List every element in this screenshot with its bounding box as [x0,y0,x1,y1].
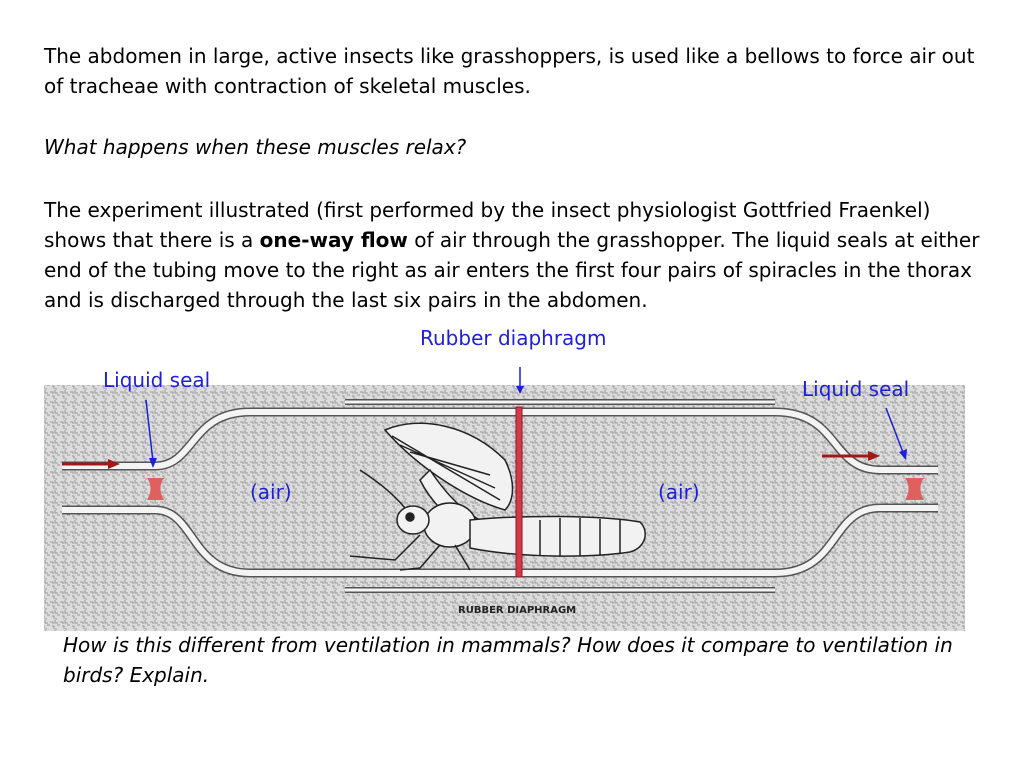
inset-caption: RUBBER DIAPHRAGM [458,605,577,616]
closing-question: How is this different from ventilation in mammals? How does it compare to ventilation in birds? Explain. [63,633,953,687]
label-liquid-seal-left: Liquid seal [103,368,211,392]
question-paragraph: What happens when these muscles relax? [44,135,467,159]
label-liquid-seal-right: Liquid seal [802,377,910,401]
intro-paragraph: The abdomen in large, active insects like grasshoppers, is used like a bellows to force air out of tracheae with contraction of skeletal muscles. [44,44,975,98]
one-way-flow-emphasis: one-way flow [259,228,408,252]
experiment-text-start: The experiment illustrated (first performed by the insect physiologist Gottfried Fraenkel) shows that there is a [44,198,931,252]
label-air-right: (air) [658,480,700,504]
label-rubber-diaphragm: Rubber diaphragm [420,326,607,350]
label-air-left: (air) [250,480,292,504]
experiment-text-end: of air through the grasshopper. The liquid seals at either end of the tubing move to the right as air enters the first four pairs of spiracles in the thorax and is discharged through the last six pairs in the abdomen. [44,228,980,312]
rubber-diaphragm [516,407,522,577]
